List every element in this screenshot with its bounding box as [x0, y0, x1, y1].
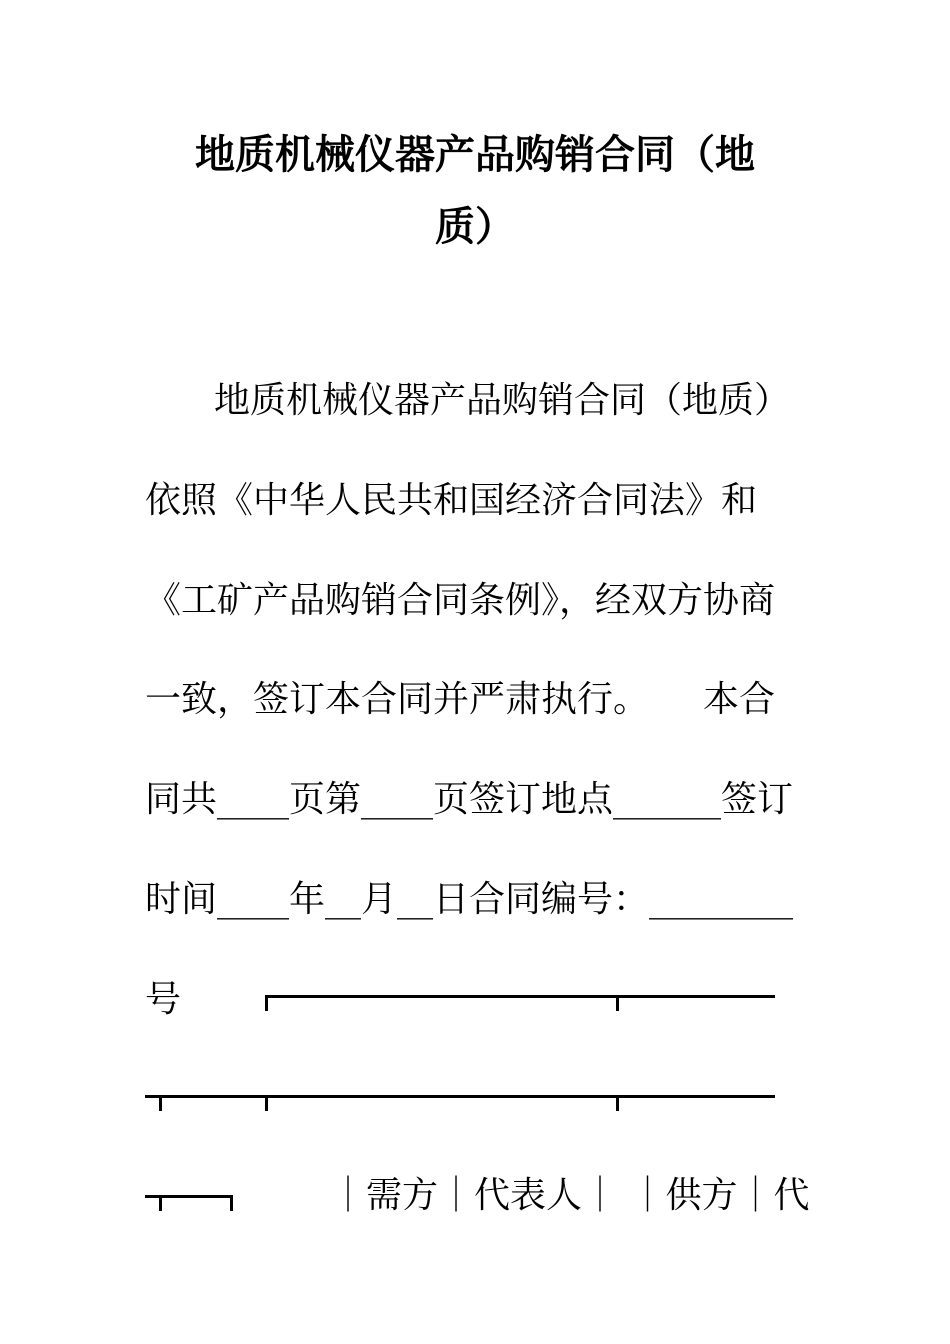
table-header-cells: ｜需方｜代表人｜ ｜供方｜代	[330, 1175, 810, 1216]
body-line-7: 号	[145, 979, 182, 1020]
document-title-line-2: 质）	[435, 203, 515, 250]
body-line-6: 时间____年__月__日合同编号：________	[145, 879, 794, 920]
body-line-4: 一致，签订本合同并严肃执行。 本合	[145, 679, 776, 720]
body-line-2: 依照《中华人民共和国经济合同法》和	[145, 480, 758, 521]
table-tick	[265, 995, 268, 1011]
table-rule-middle	[145, 1095, 775, 1098]
table-rule-top	[265, 995, 775, 998]
document-title-line-1: 地质机械仪器产品购销合同（地	[195, 131, 755, 178]
table-tick	[159, 1195, 162, 1211]
table-tick	[230, 1195, 233, 1211]
table-tick	[616, 995, 619, 1011]
body-line-3: 《工矿产品购销合同条例》，经双方协商	[145, 580, 776, 621]
table-tick	[159, 1095, 162, 1111]
table-tick	[265, 1095, 268, 1111]
table-tick	[616, 1095, 619, 1111]
body-line-1: 地质机械仪器产品购销合同（地质）	[178, 380, 791, 421]
body-line-5: 同共____页第____页签订地点______签订	[145, 779, 794, 820]
